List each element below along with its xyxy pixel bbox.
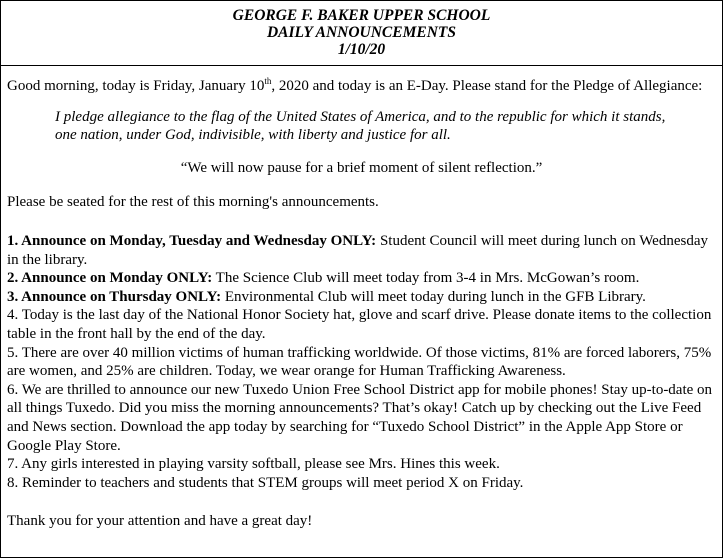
list-item <box>7 288 716 307</box>
closing-text: Thank you for your attention and have a great day! <box>7 513 313 530</box>
item-lead: 1. Announce on Monday, Tuesday and Wednesday ONLY: <box>7 232 377 249</box>
item-lead: 2. Announce on Monday ONLY: <box>7 270 213 287</box>
list-item <box>7 269 716 288</box>
list-item <box>7 455 716 474</box>
list-item <box>7 232 716 269</box>
item-lead: 3. Announce on Thursday ONLY: <box>7 288 222 305</box>
document-date: 1/10/20 <box>337 41 386 58</box>
reflection-text: “We will now pause for a brief moment of silent reflection.” <box>180 159 543 176</box>
item-text: 6. We are thrilled to announce our new Tuxedo Union Free School District app for mobile phones! Stay up-to-date on all things Tuxedo. Did you miss the morning announcements? That’s okay! Catch up by checking out the Live Feed and News section. Download the app today by searching for “Tuxedo School District” in the Apple App Store or Google Play Store. <box>7 381 713 454</box>
item-text: Student Council will meet during lunch on Wednesday in the library. <box>7 232 708 268</box>
item-text: 5. There are over 40 million victims of human trafficking worldwide. Of those victims, 81% are forced laborers, 75% are women, and 25% are children. Today, we wear orange for Human Trafficking Awareness. <box>7 344 712 380</box>
document-title: DAILY ANNOUNCEMENTS <box>266 24 457 41</box>
item-text: 7. Any girls interested in playing varsity softball, please see Mrs. Hines this week. <box>7 456 500 473</box>
pledge-text: I pledge allegiance to the flag of the United States of America, and to the republic for which it stands, one nation, under God, indivisible, with liberty and justice for all. <box>55 108 666 144</box>
document-body <box>1 66 722 531</box>
school-name: GEORGE F. BAKER UPPER SCHOOL <box>232 7 491 24</box>
announcement-list <box>7 232 716 492</box>
seated-text: Please be seated for the rest of this morning's announcements. <box>7 194 379 211</box>
intro-text-end: , 2020 and today is an E-Day. Please stand for the Pledge of Allegiance: <box>271 78 703 94</box>
item-text: The Science Club will meet today from 3-4 in Mrs. McGowan’s room. <box>212 270 640 287</box>
item-text: Environmental Club will meet today during lunch in the GFB Library. <box>221 288 646 305</box>
item-text: 4. Today is the last day of the National Honor Society hat, glove and scarf drive. Please donate items to the collection table in the front hall by the end of the day. <box>7 307 712 342</box>
list-item <box>7 344 716 381</box>
intro-paragraph <box>7 72 716 96</box>
list-item <box>7 381 716 455</box>
item-text: 8. Reminder to teachers and students that STEM groups will meet period X on Friday. <box>7 474 524 491</box>
document-header <box>1 1 722 66</box>
intro-date-suffix: th <box>264 76 272 86</box>
list-item <box>7 306 716 343</box>
list-item <box>7 474 716 493</box>
intro-text-start: Good morning, today is Friday, January 10 <box>7 78 265 94</box>
